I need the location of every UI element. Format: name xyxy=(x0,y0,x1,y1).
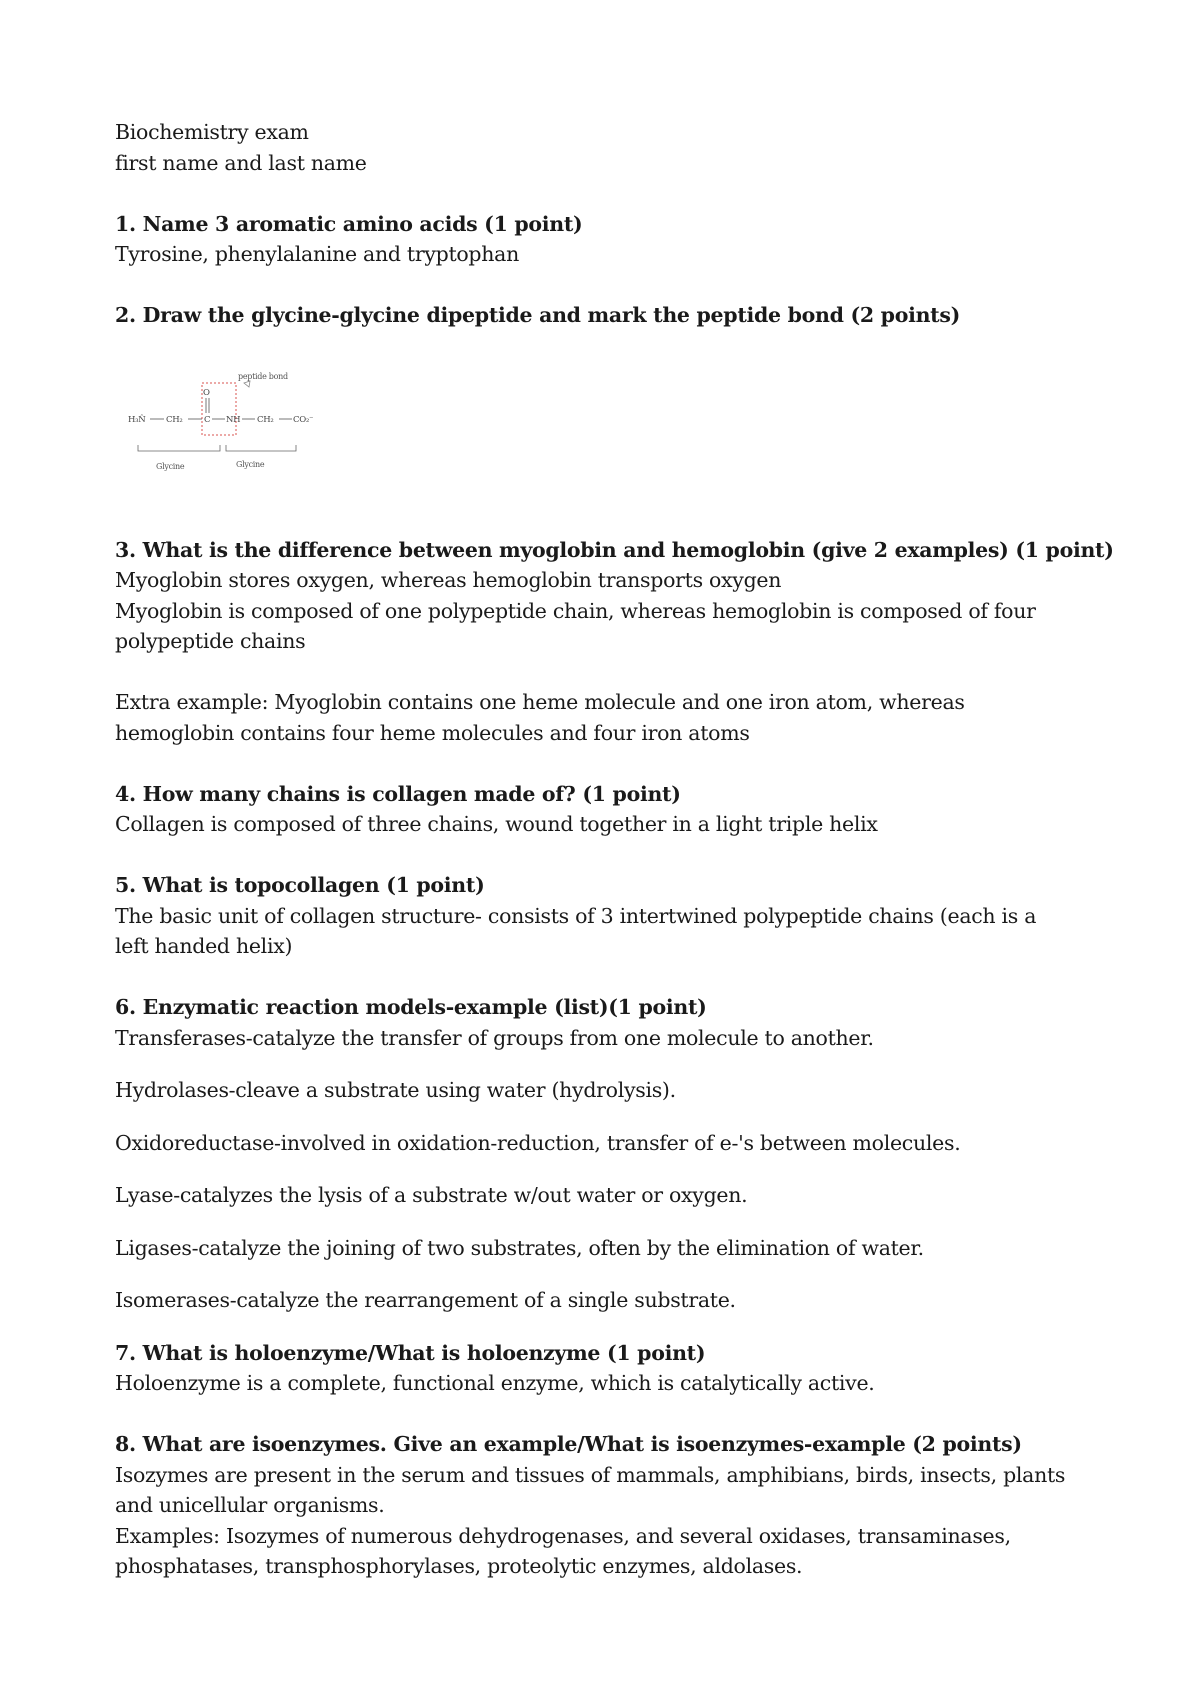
question-6: 6. Enzymatic reaction models-example (list)(1 point) xyxy=(115,995,707,1019)
question-2: 2. Draw the glycine-glycine dipeptide and mark the peptide bond (2 points) xyxy=(115,303,960,327)
question-7: 7. What is holoenzyme/What is holoenzyme (1 point) xyxy=(115,1340,706,1365)
glycine-left-label: Glycine xyxy=(156,461,185,471)
oxygen-atom: O xyxy=(203,387,210,398)
answer-6-lyase: Lyase-catalyzes the lysis of a substrate w/out water or oxygen. xyxy=(115,1183,748,1207)
carbonyl-carbon: C xyxy=(204,414,211,425)
answer-4: Collagen is composed of three chains, wound together in a light triple helix xyxy=(115,812,878,836)
name-field: first name and last name xyxy=(115,150,367,175)
answer-8: Isozymes are present in the serum and tissues of mammals, amphibians, birds, insects, plants and unicellular organisms. xyxy=(115,1462,1066,1517)
glycine-dipeptide-figure xyxy=(126,365,316,495)
answer-6-transferases: Transferases-catalyze the transfer of groups from one molecule to another. xyxy=(115,1025,874,1050)
question-3: 3. What is the difference between myoglobin and hemoglobin (give 2 examples) (1 point) xyxy=(115,537,1114,562)
answer-7: Holoenzyme is a complete, functional enzyme, which is catalytically active. xyxy=(115,1371,875,1395)
peptide-bond-label: peptide bond xyxy=(238,371,288,381)
pointer-icon xyxy=(244,381,250,387)
document-title: Biochemistry exam xyxy=(115,120,309,144)
document-body xyxy=(115,117,1114,1582)
answer-6-ligases: Ligases-catalyze the joining of two substrates, often by the elimination of water. xyxy=(115,1235,924,1260)
answer-5: The basic unit of collagen structure- consists of 3 intertwined polypeptide chains (each is a left handed helix) xyxy=(115,903,1037,958)
glycine-right-bracket xyxy=(226,445,296,451)
carboxylate: CO₂⁻ xyxy=(293,414,314,425)
glycine-left-bracket xyxy=(138,445,220,451)
answer-1: Tyrosine, phenylalanine and tryptophan xyxy=(115,242,519,266)
answer-6-oxidoreductase: Oxidoreductase-involved in oxidation-reduction, transfer of e-'s between molecules. xyxy=(115,1130,961,1155)
answer-6-isomerases: Isomerases-catalyze the rearrangement of a single substrate. xyxy=(115,1288,736,1312)
question-4: 4. How many chains is collagen made of? (1 point) xyxy=(115,781,681,806)
amino-group: H₃N̂ xyxy=(128,414,146,425)
dipeptide-structure-drawing xyxy=(126,365,316,495)
answer-3-extra: Extra example: Myoglobin contains one heme molecule and one iron atom, whereas hemoglobin contains four heme molecules and four iron atoms xyxy=(115,690,965,745)
amide-nh: NH xyxy=(226,414,241,425)
answer-8-examples: Examples: Isozymes of numerous dehydrogenases, and several oxidases, transaminases, phosphatases, transphosphorylases, proteolytic enzymes, aldolases. xyxy=(115,1523,1011,1578)
answer-6-hydrolases: Hydrolases-cleave a substrate using water (hydrolysis). xyxy=(115,1078,676,1102)
answer-3-1: Myoglobin stores oxygen, whereas hemoglobin transports oxygen xyxy=(115,568,782,592)
ch2-right: CH₂ xyxy=(257,414,274,425)
question-5: 5. What is topocollagen (1 point) xyxy=(115,873,485,897)
question-1: 1. Name 3 aromatic amino acids (1 point) xyxy=(115,211,583,236)
answer-3-2: Myoglobin is composed of one polypeptide chain, whereas hemoglobin is composed of four polypeptide chains xyxy=(115,598,1036,653)
ch2-left: CH₂ xyxy=(166,414,183,425)
question-8: 8. What are isoenzymes. Give an example/What is isoenzymes-example (2 points) xyxy=(115,1432,1022,1456)
glycine-right-label: Glycine xyxy=(236,459,265,469)
